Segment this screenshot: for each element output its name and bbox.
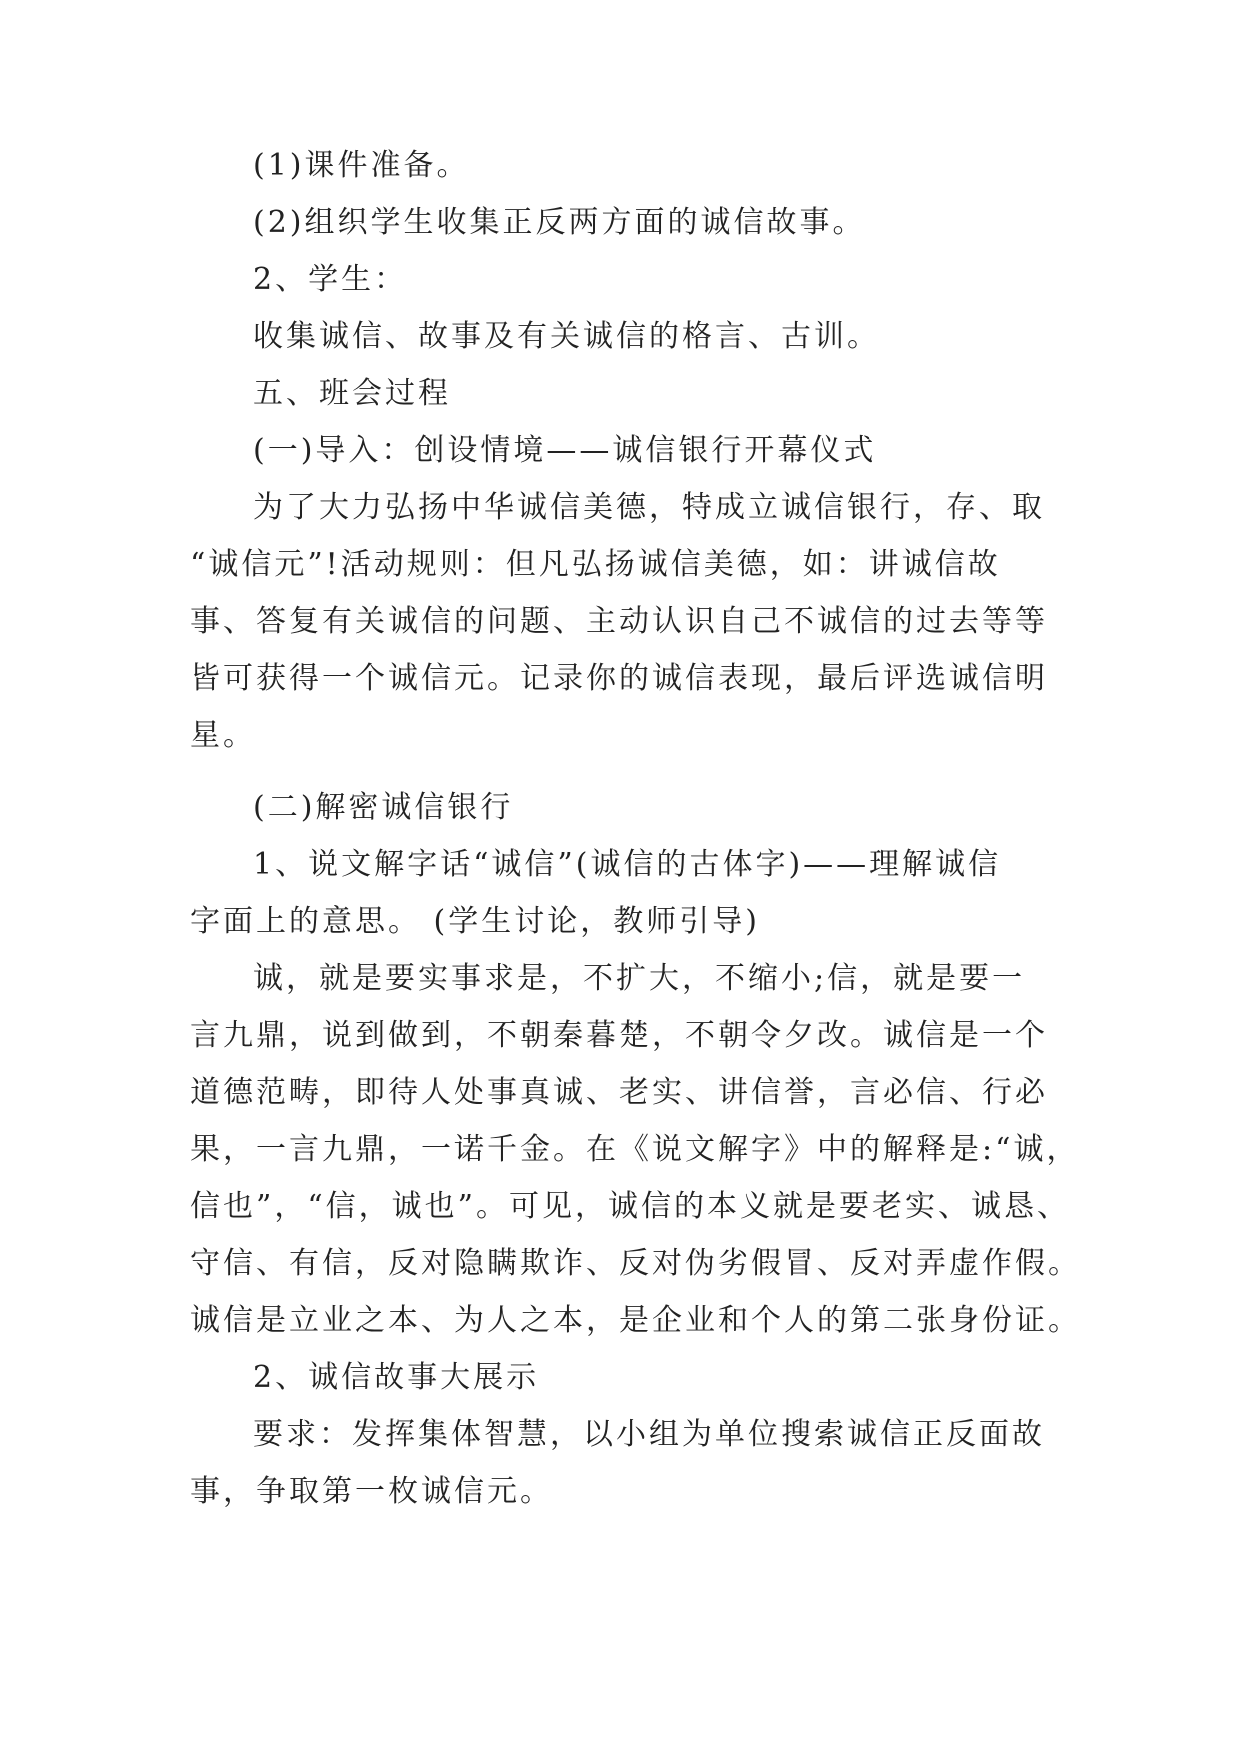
text-line: (1)课件准备。	[253, 148, 470, 183]
text-line: 皆可获得一个诚信元。记录你的诚信表现，最后评选诚信明	[190, 661, 1048, 696]
text-line: 守信、有信，反对隐瞒欺诈、反对伪劣假冒、反对弄虚作假。	[190, 1246, 1081, 1281]
section-heading: 五、班会过程	[253, 376, 451, 411]
text-line: 收集诚信、故事及有关诚信的格言、古训。	[253, 319, 880, 354]
text-line: 字面上的意思。 (学生讨论，教师引导)	[190, 904, 760, 939]
subsection-heading: (一)导入：创设情境——诚信银行开幕仪式	[253, 433, 877, 468]
text-line: 事，争取第一枚诚信元。	[190, 1474, 553, 1509]
text-line: 诚信是立业之本、为人之本，是企业和个人的第二张身份证。	[190, 1303, 1081, 1338]
text-line: “诚信元”!活动规则：但凡弘扬诚信美德，如：讲诚信故	[190, 547, 1001, 582]
text-line: 言九鼎，说到做到，不朝秦暮楚，不朝令夕改。诚信是一个	[190, 1018, 1048, 1053]
text-line: 诚，就是要实事求是，不扩大，不缩小;信，就是要一	[253, 961, 1026, 996]
subsection-heading: (二)解密诚信银行	[253, 790, 514, 825]
text-line: 要求：发挥集体智慧，以小组为单位搜索诚信正反面故	[253, 1417, 1045, 1452]
text-line: 1、说文解字话“诚信”(诚信的古体字)——理解诚信	[253, 847, 1002, 882]
text-line: 信也”，“信，诚也”。可见，诚信的本义就是要老实、诚恳、	[190, 1189, 1071, 1224]
text-line: 为了大力弘扬中华诚信美德，特成立诚信银行，存、取	[253, 490, 1045, 525]
text-line: 星。	[190, 718, 256, 753]
text-line: 事、答复有关诚信的问题、主动认识自己不诚信的过去等等	[190, 604, 1048, 639]
text-line: 道德范畴，即待人处事真诚、老实、讲信誉，言必信、行必	[190, 1075, 1048, 1110]
text-line: (2)组织学生收集正反两方面的诚信故事。	[253, 205, 866, 240]
text-line: 2、诚信故事大展示	[253, 1360, 540, 1395]
text-line: 2、学生：	[253, 262, 408, 297]
text-line: 果，一言九鼎，一诺千金。在《说文解字》中的解释是:“诚，	[190, 1132, 1080, 1167]
